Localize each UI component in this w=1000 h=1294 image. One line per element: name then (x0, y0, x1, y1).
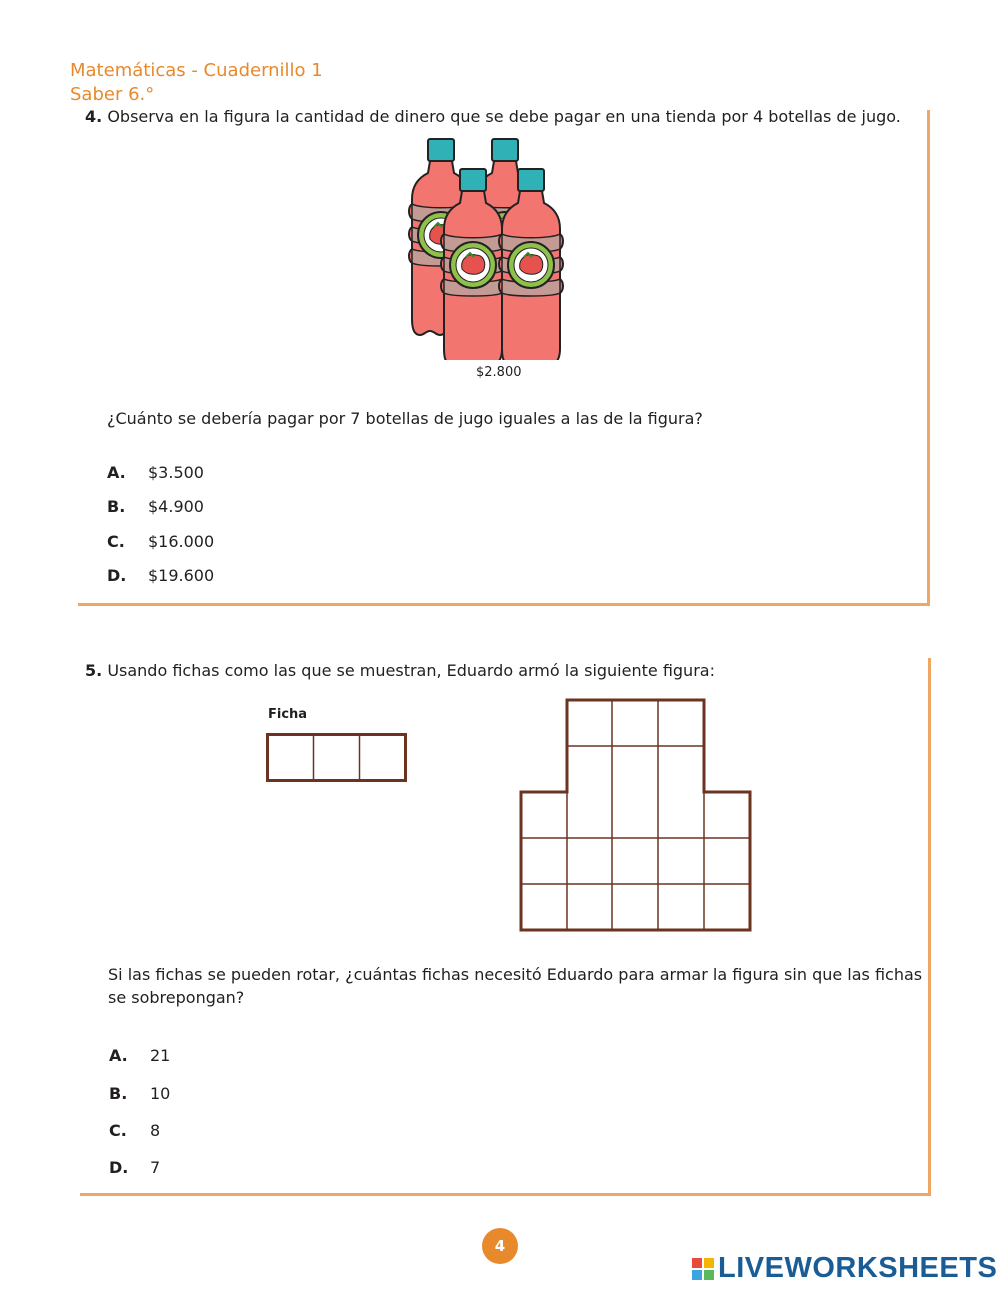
option-text: 10 (150, 1084, 171, 1103)
ficha-label: Ficha (268, 707, 308, 722)
option-letter: B. (107, 497, 126, 516)
q4-option-b[interactable] (107, 497, 204, 516)
q5-question-line2: se sobrepongan? (108, 988, 245, 1007)
option-letter: C. (107, 532, 125, 551)
q5-number: 5. (85, 661, 103, 680)
ficha-tile (266, 733, 408, 783)
option-letter: A. (109, 1046, 128, 1065)
liveworksheets-logo[interactable] (692, 1252, 997, 1285)
juice-bottles-image (400, 135, 580, 360)
option-text: $3.500 (148, 463, 204, 482)
q4-prompt-text: Observa en la figura la cantidad de dinero que se debe pagar en una tienda por 4 botellas de jugo. (107, 107, 901, 126)
option-text: 7 (150, 1158, 161, 1177)
q4-question: ¿Cuánto se debería pagar por 7 botellas de jugo iguales a las de la figura? (107, 409, 703, 428)
liveworksheets-icon (692, 1258, 714, 1280)
q5-question-line1: Si las fichas se pueden rotar, ¿cuántas fichas necesitó Eduardo para armar la figura sin que las fichas (108, 965, 923, 984)
q5-prompt (85, 661, 715, 680)
q5-option-b[interactable] (109, 1084, 170, 1103)
q4-frame-bottom (78, 603, 930, 606)
option-letter: B. (109, 1084, 128, 1103)
q5-prompt-text: Usando fichas como las que se muestran, Eduardo armó la siguiente figura: (107, 661, 715, 680)
q5-option-c[interactable] (109, 1121, 160, 1140)
option-text: $4.900 (148, 497, 204, 516)
option-letter: A. (107, 463, 126, 482)
q4-number: 4. (85, 107, 103, 126)
option-text: $19.600 (148, 566, 215, 585)
option-letter: D. (109, 1158, 129, 1177)
q4-frame-right (927, 110, 930, 606)
option-letter: D. (107, 566, 127, 585)
option-text: 21 (150, 1046, 171, 1065)
q4-prompt (85, 107, 901, 126)
q5-frame-right (928, 658, 931, 1196)
eduardo-figure (519, 698, 753, 934)
option-text: 8 (150, 1121, 161, 1140)
q5-frame-bottom (80, 1193, 931, 1196)
subject-title: Matemáticas - Cuadernillo 1 (70, 60, 323, 81)
grade-title: Saber 6.° (70, 84, 155, 105)
q4-option-c[interactable] (107, 532, 214, 551)
q5-option-a[interactable] (109, 1046, 170, 1065)
q4-option-a[interactable] (107, 463, 204, 482)
page-number: 4 (482, 1228, 518, 1264)
bottles-price: $2.800 (476, 365, 522, 380)
liveworksheets-wordmark: LIVEWORKSHEETS (718, 1252, 998, 1284)
option-text: $16.000 (148, 532, 215, 551)
q4-option-d[interactable] (107, 566, 214, 585)
option-letter: C. (109, 1121, 127, 1140)
q5-option-d[interactable] (109, 1158, 160, 1177)
